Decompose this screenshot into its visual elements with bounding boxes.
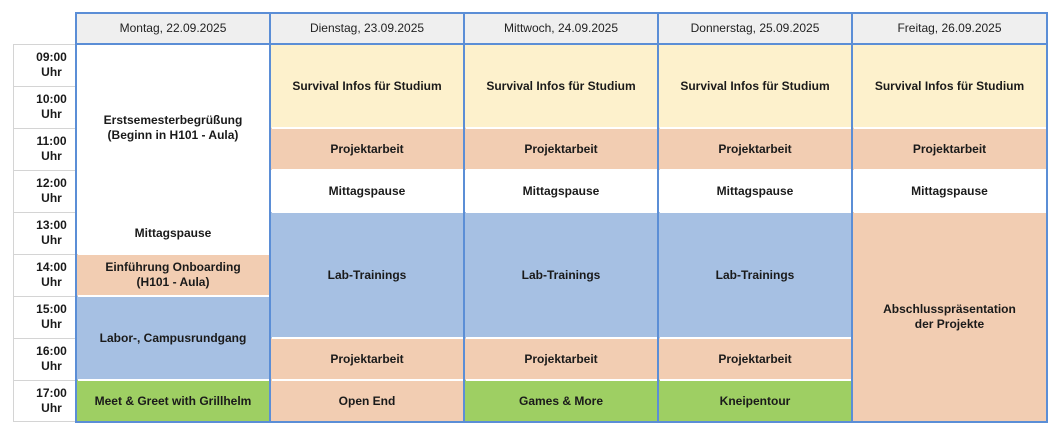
event-divider [466, 169, 657, 171]
column-border [851, 12, 853, 423]
time-row-divider [13, 338, 76, 339]
event-block: Open End [270, 380, 464, 422]
time-label: 11:00 Uhr [13, 128, 76, 170]
time-row-divider [13, 380, 76, 381]
time-label: 10:00 Uhr [13, 86, 76, 128]
day-header: Donnerstag, 25.09.2025 [658, 12, 852, 44]
event-divider [466, 127, 657, 129]
event-divider [854, 169, 1046, 171]
event-block: Labor-, Campusrundgang [76, 296, 270, 380]
event-block: Survival Infos für Studium [658, 44, 852, 128]
event-divider [78, 295, 269, 297]
time-row-divider [13, 128, 76, 129]
time-label: 13:00 Uhr [13, 212, 76, 254]
time-label: 12:00 Uhr [13, 170, 76, 212]
time-label: 09:00 Uhr [13, 44, 76, 86]
event-divider [272, 169, 463, 171]
event-block: Projektarbeit [270, 128, 464, 170]
event-divider [272, 211, 463, 213]
event-block: Erstsemesterbegrüßung (Beginn in H101 - Aula) [76, 44, 270, 212]
event-divider [466, 337, 657, 339]
header-bottom-border [75, 43, 1048, 45]
day-header: Mittwoch, 24.09.2025 [464, 12, 658, 44]
event-block: Lab-Trainings [658, 212, 852, 338]
event-divider [660, 127, 851, 129]
day-header: Montag, 22.09.2025 [76, 12, 270, 44]
event-divider [78, 211, 269, 213]
time-row-divider [13, 421, 76, 422]
event-block: Projektarbeit [658, 128, 852, 170]
event-block: Survival Infos für Studium [464, 44, 658, 128]
column-border [75, 12, 77, 423]
event-divider [660, 211, 851, 213]
time-row-divider [13, 86, 76, 87]
event-divider [660, 379, 851, 381]
time-row-divider [13, 296, 76, 297]
event-block: Projektarbeit [464, 128, 658, 170]
event-divider [272, 337, 463, 339]
time-row-divider [13, 170, 76, 171]
time-row-divider [13, 212, 76, 213]
column-border [269, 12, 271, 423]
event-block: Mittagspause [270, 170, 464, 212]
table-top-border [75, 12, 1048, 14]
event-block: Projektarbeit [852, 128, 1047, 170]
day-header: Freitag, 26.09.2025 [852, 12, 1047, 44]
event-block: Meet & Greet with Grillhelm [76, 380, 270, 422]
time-row-divider [13, 44, 76, 45]
event-divider [78, 379, 269, 381]
column-border [1046, 12, 1048, 423]
event-block: Abschlusspräsentation der Projekte [852, 212, 1047, 422]
event-divider [660, 169, 851, 171]
event-block: Mittagspause [658, 170, 852, 212]
event-block: Games & More [464, 380, 658, 422]
event-divider [854, 211, 1046, 213]
time-row-divider [13, 254, 76, 255]
event-divider [854, 127, 1046, 129]
event-block: Mittagspause [76, 212, 270, 254]
event-divider [78, 253, 269, 255]
event-block: Lab-Trainings [464, 212, 658, 338]
event-divider [272, 379, 463, 381]
event-divider [466, 379, 657, 381]
time-label: 14:00 Uhr [13, 254, 76, 296]
event-block: Survival Infos für Studium [270, 44, 464, 128]
event-block: Mittagspause [464, 170, 658, 212]
event-block: Kneipentour [658, 380, 852, 422]
time-label: 16:00 Uhr [13, 338, 76, 380]
event-divider [466, 211, 657, 213]
event-block: Einführung Onboarding (H101 - Aula) [76, 254, 270, 296]
event-block: Projektarbeit [658, 338, 852, 380]
time-col-left-border [13, 44, 14, 422]
event-block: Projektarbeit [464, 338, 658, 380]
time-label: 17:00 Uhr [13, 380, 76, 422]
event-divider [660, 337, 851, 339]
column-border [463, 12, 465, 423]
event-block: Lab-Trainings [270, 212, 464, 338]
event-block: Projektarbeit [270, 338, 464, 380]
day-header: Dienstag, 23.09.2025 [270, 12, 464, 44]
event-divider [272, 127, 463, 129]
column-border [657, 12, 659, 423]
event-block: Survival Infos für Studium [852, 44, 1047, 128]
table-bottom-border [75, 421, 1048, 423]
event-block: Mittagspause [852, 170, 1047, 212]
time-label: 15:00 Uhr [13, 296, 76, 338]
